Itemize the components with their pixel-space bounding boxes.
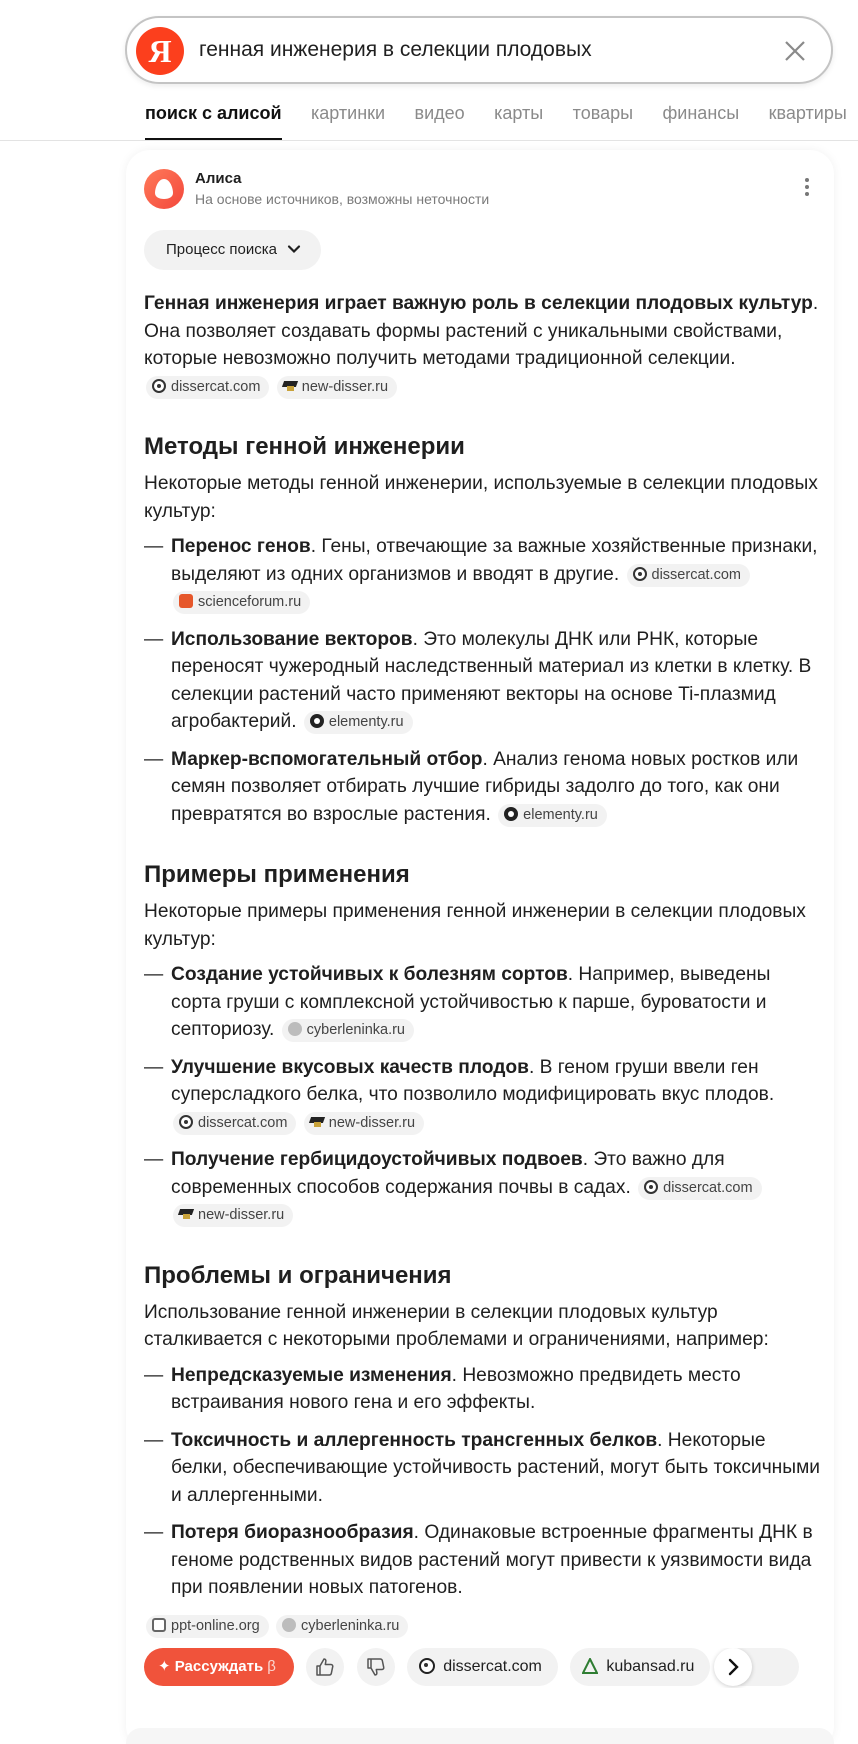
answer-intro-bold: Генная инженерия играет важную роль в селекции плодовых культур	[144, 293, 813, 314]
section-heading: Методы генной инженерии	[144, 433, 465, 460]
close-icon[interactable]	[779, 35, 811, 67]
sparkle-icon: ✦	[158, 1658, 175, 1675]
source-link[interactable]	[146, 1615, 269, 1638]
chevron-right-icon	[726, 1658, 740, 1676]
alice-name: Алиса	[195, 170, 242, 187]
thumbs-down-icon	[366, 1657, 386, 1677]
source-link[interactable]	[498, 804, 607, 827]
source-favicon-icon	[644, 1180, 658, 1194]
next-card-edge	[126, 1728, 834, 1744]
source-link-label: new-disser.ru	[328, 1114, 416, 1131]
list-item	[144, 746, 824, 829]
source-favicon-icon	[152, 1618, 166, 1632]
source-link-label: cyberleninka.ru	[301, 1617, 400, 1634]
source-favicon-icon	[283, 379, 297, 393]
list-item-title: Использование векторов	[171, 628, 413, 650]
list-item	[144, 1054, 824, 1137]
tab-maps[interactable]: карты	[494, 103, 544, 123]
list-item-text: . Гены, отвечающие за важные хозяйственные признаки, выделяют из одних организмов и вводят в другие.	[171, 536, 818, 585]
source-chip-dissercat[interactable]	[407, 1648, 558, 1686]
source-favicon-icon	[633, 567, 647, 581]
list-item-title: Маркер-вспомогательный отбор	[171, 748, 483, 770]
list-item	[144, 1362, 824, 1417]
list-item-text: . Например, выведены сорта груши с комплексной устойчивостью к парше, буроватости и септориозу.	[171, 964, 771, 1040]
source-link[interactable]	[276, 1615, 408, 1638]
source-link[interactable]	[173, 591, 310, 614]
tab-apartments[interactable]: квартиры	[768, 103, 847, 123]
yandex-logo[interactable]: Я	[136, 27, 184, 75]
list-item	[144, 533, 824, 616]
thumbs-up-icon	[315, 1657, 335, 1677]
list-item-title: Улучшение вкусовых качеств плодов	[171, 1056, 529, 1078]
source-favicon-icon	[504, 807, 518, 821]
list-item-title: Потеря биоразнообразия	[171, 1522, 414, 1543]
source-link-label: dissercat.com	[198, 1114, 288, 1131]
source-favicon-icon	[152, 379, 166, 393]
list-item	[144, 961, 824, 1044]
next-sources-button[interactable]	[714, 1648, 752, 1686]
source-link[interactable]	[173, 1112, 296, 1135]
source-link-label: scienceforum.ru	[198, 594, 302, 610]
search-box[interactable]	[125, 16, 833, 84]
list-item-text: . Анализ генома новых ростков или семян позволяет отбирать лучшие гибриды задолго до того, как они превратятся во взрослые растения.	[171, 748, 799, 825]
tab-images[interactable]: картинки	[311, 103, 386, 123]
section-list	[144, 1362, 824, 1602]
answer-content	[144, 290, 824, 1639]
alice-answer-card	[126, 150, 834, 1744]
more-options-icon[interactable]	[804, 178, 810, 200]
source-link[interactable]	[638, 1177, 761, 1200]
tabs-divider	[0, 140, 858, 141]
section-lead: Некоторые примеры применения генной инженерии в селекции плодовых культур:	[144, 901, 806, 950]
alice-logo-icon	[144, 169, 184, 209]
source-link-label: dissercat.com	[663, 1179, 753, 1196]
list-item-title: Непредсказуемые изменения	[171, 1364, 452, 1386]
tab-video[interactable]: видео	[414, 103, 465, 123]
kubansad-icon	[582, 1651, 598, 1667]
section-list	[144, 961, 824, 1229]
list-item	[144, 626, 824, 736]
source-link-label: new-disser.ru	[198, 1207, 285, 1223]
section-heading: Примеры применения	[144, 861, 410, 888]
list-item-text: . Некоторые белки, обеспечивающие устойчивость растений, могут быть токсичными и аллергенными.	[171, 1429, 820, 1506]
section-lead: Использование генной инженерии в селекции плодовых культур сталкивается с некоторыми проблемами и ограничениями, например:	[144, 1301, 769, 1350]
list-item-text: . Это важно для современных способов содержания почвы в садах.	[171, 1149, 725, 1198]
reason-label: Рассуждать	[174, 1658, 264, 1675]
source-link[interactable]	[304, 1112, 424, 1135]
list-item	[144, 1427, 824, 1510]
section-heading: Проблемы и ограничения	[144, 1261, 452, 1289]
source-link[interactable]	[277, 376, 397, 399]
search-input[interactable]: генная инженерия в селекции плодовых	[199, 38, 592, 61]
tab-alice-search[interactable]: поиск с алисой	[145, 98, 282, 128]
source-favicon-icon	[282, 1618, 296, 1632]
answer-intro-text: . Она позволяет создавать формы растений с уникальными свойствами, которые невозможно получить методами традиционной селекции.	[144, 293, 819, 369]
list-item-title: Создание устойчивых к болезням сортов	[171, 964, 568, 985]
source-chip-label: kubansad.ru	[606, 1658, 695, 1675]
beta-badge: β	[267, 1658, 276, 1675]
source-favicon-icon	[310, 1115, 324, 1129]
source-favicon-icon	[179, 1115, 193, 1129]
dislike-button[interactable]	[357, 1648, 395, 1686]
tab-finance[interactable]: финансы	[662, 103, 740, 123]
source-link-label: cyberleninka.ru	[306, 1022, 405, 1038]
list-item-title: Перенос генов	[171, 536, 311, 557]
search-process-label: Процесс поиска	[166, 241, 277, 258]
reason-button[interactable]	[144, 1648, 294, 1686]
source-link-label: dissercat.com	[171, 378, 261, 395]
final-sources	[144, 1612, 824, 1640]
source-link[interactable]	[173, 1204, 293, 1227]
source-link-label: dissercat.com	[651, 566, 741, 583]
list-item-text: . Это молекулы ДНК или РНК, которые переносят чужеродный наследственный материал из клетки в клетку. В селекции растений часто применяют векторы на основе Ti-плазмид агробактерий.	[171, 628, 812, 732]
answer-intro	[144, 290, 824, 400]
source-link[interactable]	[282, 1019, 414, 1042]
list-item	[144, 1519, 824, 1602]
alice-disclaimer: На основе источников, возможны неточности	[195, 191, 490, 207]
source-link[interactable]	[304, 711, 413, 734]
chevron-down-icon	[287, 242, 301, 256]
source-favicon-icon	[310, 714, 324, 728]
source-favicon-icon	[179, 1207, 193, 1221]
source-favicon-icon	[288, 1022, 302, 1036]
source-link-label: ppt-online.org	[171, 1617, 260, 1634]
search-tabs	[145, 98, 858, 140]
list-item-text: . В геном груши ввели ген суперсладкого белка, что позволило модифицировать вкус плодов.	[171, 1056, 775, 1105]
source-link-label: new-disser.ru	[301, 378, 389, 395]
section-list	[144, 533, 824, 828]
source-link-label: elementy.ru	[523, 806, 598, 823]
answer-actions	[144, 1648, 834, 1688]
list-item-title: Токсичность и аллергенность трансгенных белков	[171, 1429, 658, 1451]
like-button[interactable]	[306, 1648, 344, 1686]
source-link-label: elementy.ru	[328, 714, 404, 730]
search-process-button[interactable]	[144, 230, 321, 270]
source-chip-kubansad[interactable]	[570, 1648, 710, 1686]
source-link[interactable]	[627, 564, 750, 587]
tab-products[interactable]: товары	[572, 103, 634, 123]
list-item	[144, 1146, 824, 1229]
source-chip-label: dissercat.com	[443, 1658, 542, 1675]
list-item-text: . Невозможно предвидеть место встраивания нового гена и его эффекты.	[171, 1364, 741, 1413]
list-item-title: Получение гербицидоустойчивых подвоев	[171, 1149, 583, 1170]
source-link[interactable]	[146, 376, 269, 399]
dissercat-icon	[419, 1658, 435, 1674]
source-favicon-icon	[179, 594, 193, 608]
section-lead: Некоторые методы генной инженерии, используемые в селекции плодовых культур:	[144, 473, 818, 522]
list-item-text: . Одинаковые встроенные фрагменты ДНК в геноме родственных видов растений могут привести к уязвимости вида при появлении новых патогенов.	[171, 1522, 813, 1598]
